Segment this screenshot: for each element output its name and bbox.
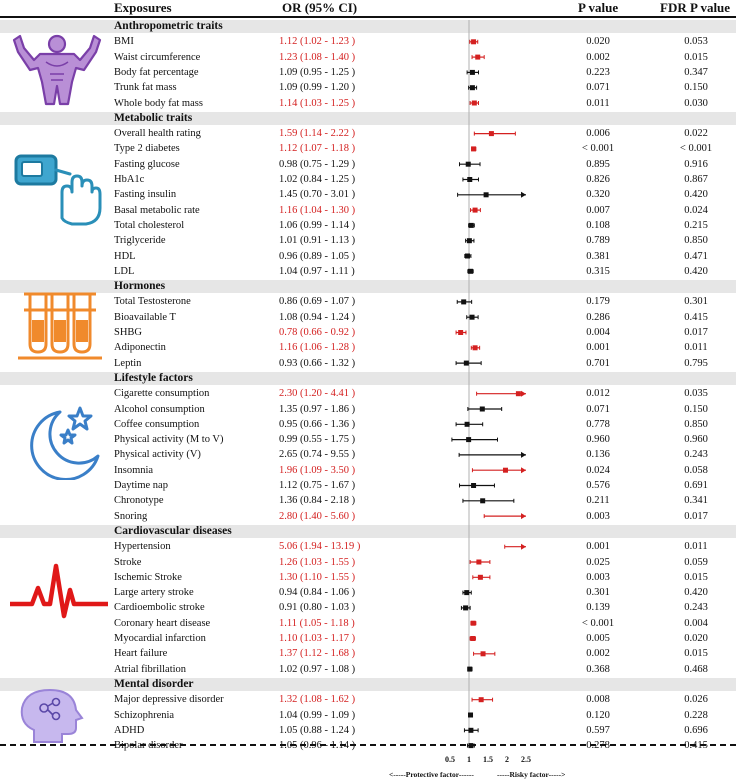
or-ci-value: 1.32 (1.08 - 1.62 )	[279, 694, 356, 706]
p-value: 0.778	[586, 418, 610, 430]
x-tick-label: 2.5	[521, 755, 531, 764]
p-value: 0.008	[586, 694, 610, 706]
exposure-label: Insomnia	[114, 464, 154, 476]
exposure-label: Cigarette consumption	[114, 388, 210, 400]
or-point	[464, 361, 469, 366]
exposure-label: Alcohol consumption	[114, 403, 205, 415]
p-value: 0.071	[586, 82, 610, 94]
or-ci-value: 1.09 (0.99 - 1.20 )	[279, 82, 356, 94]
or-ci-value: 1.05 (0.88 - 1.24 )	[279, 724, 356, 736]
or-ci-value: 1.08 (0.94 - 1.24 )	[279, 311, 356, 323]
exposure-label: Waist circumference	[114, 51, 201, 63]
ci-arrow	[521, 467, 526, 473]
or-ci-value: 1.16 (1.06 - 1.28 )	[279, 342, 356, 354]
fdr-p-value: 0.420	[684, 587, 708, 599]
p-value: 0.895	[586, 158, 610, 170]
fdr-p-value: 0.468	[684, 663, 708, 675]
p-value: 0.576	[586, 480, 610, 491]
or-ci-value: 1.04 (0.97 - 1.11 )	[279, 265, 355, 277]
fdr-p-value: 0.215	[684, 219, 708, 231]
p-value: 0.001	[586, 541, 610, 553]
exposure-label: Ischemic Stroke	[114, 571, 182, 583]
or-ci-value: 1.09 (0.95 - 1.25 )	[279, 66, 356, 78]
p-value: 0.301	[586, 587, 610, 599]
p-value: 0.960	[586, 434, 610, 446]
exposure-label: Schizophrenia	[114, 709, 175, 721]
or-ci-value: 1.14 (1.03 - 1.25 )	[279, 97, 356, 109]
or-point	[471, 483, 476, 488]
or-ci-value: 0.94 (0.84 - 1.06 )	[279, 587, 356, 599]
exposure-label: ADHD	[114, 724, 145, 736]
exposure-label: LDL	[114, 265, 135, 277]
fdr-p-value: 0.030	[684, 97, 708, 109]
fdr-p-value: 0.415	[684, 740, 708, 752]
p-value: 0.120	[586, 709, 610, 721]
or-point	[465, 254, 470, 259]
p-value: 0.320	[586, 189, 610, 201]
or-ci-value: 0.86 (0.69 - 1.07 )	[279, 296, 356, 308]
fdr-p-value: 0.020	[684, 633, 708, 644]
p-value: 0.286	[586, 311, 610, 323]
or-point	[480, 498, 485, 503]
exposure-label: Bipolar disorder	[114, 740, 183, 752]
or-ci-value: 2.80 (1.40 - 5.60 )	[279, 510, 356, 522]
fdr-p-value: 0.228	[684, 709, 708, 721]
header-or: OR (95% CI)	[282, 0, 358, 15]
or-ci-value: 1.59 (1.14 - 2.22 )	[279, 128, 356, 140]
or-ci-value: 1.36 (0.84 - 2.18 )	[279, 495, 356, 507]
fdr-p-value: 0.150	[684, 403, 708, 415]
category-title: Mental disorder	[114, 677, 194, 690]
exposure-label: Coffee consumption	[114, 418, 200, 430]
exposure-label: Physical activity (V)	[114, 449, 201, 461]
or-ci-value: 0.99 (0.55 - 1.75 )	[279, 434, 356, 446]
fdr-p-value: 0.015	[684, 51, 708, 63]
or-point	[478, 575, 483, 580]
fdr-p-value: 0.850	[684, 235, 708, 247]
fdr-p-value: 0.850	[684, 418, 708, 430]
exposure-label: Stroke	[114, 556, 142, 568]
or-point	[467, 177, 472, 182]
fdr-p-value: 0.053	[684, 36, 708, 48]
fdr-p-value: 0.696	[684, 724, 708, 736]
test-tubes-icon	[10, 290, 104, 362]
exposure-label: SHBG	[114, 327, 143, 338]
moon-stars-icon	[10, 400, 104, 480]
exposure-label: Type 2 diabetes	[114, 143, 180, 155]
or-point	[516, 391, 521, 396]
p-value: 0.136	[586, 449, 610, 461]
or-ci-value: 1.96 (1.09 - 3.50 )	[279, 464, 356, 476]
header-p-value: P value	[578, 0, 619, 15]
exposure-label: Coronary heart disease	[114, 617, 211, 629]
exposure-label: Chronotype	[114, 495, 164, 507]
exposure-label: Major depressive disorder	[114, 694, 224, 706]
p-value: 0.789	[586, 235, 610, 247]
fdr-p-value: 0.867	[684, 174, 708, 185]
exposure-label: Fasting insulin	[114, 189, 177, 201]
or-ci-value: 1.04 (0.99 - 1.09 )	[279, 709, 356, 721]
bottom-dashed-rule	[0, 744, 736, 746]
or-ci-value: 2.30 (1.20 - 4.41 )	[279, 388, 356, 400]
or-ci-value: 0.98 (0.75 - 1.29 )	[279, 158, 356, 170]
or-ci-value: 1.10 (1.03 - 1.17 )	[279, 633, 356, 644]
or-point	[484, 192, 489, 197]
exposure-label: HDL	[114, 250, 136, 262]
fdr-p-value: 0.015	[684, 648, 708, 660]
p-value: 0.368	[586, 663, 610, 675]
p-value: 0.012	[586, 388, 610, 400]
or-ci-value: 1.12 (1.02 - 1.23 )	[279, 36, 356, 48]
fdr-p-value: 0.011	[684, 541, 708, 553]
fdr-p-value: 0.022	[684, 128, 708, 140]
or-ci-value: 1.02 (0.84 - 1.25 )	[279, 174, 356, 185]
or-point	[471, 146, 476, 151]
p-value: 0.005	[586, 633, 610, 644]
or-point	[469, 223, 474, 228]
fdr-p-value: 0.415	[684, 311, 708, 323]
ci-arrow	[521, 452, 526, 458]
p-value: 0.211	[586, 495, 610, 507]
or-point	[471, 39, 476, 44]
or-point	[464, 590, 469, 595]
glucometer-hand-icon	[10, 148, 104, 228]
p-value: 0.025	[586, 556, 610, 568]
or-point	[503, 468, 508, 473]
p-value: 0.315	[586, 265, 610, 277]
category-title: Lifestyle factors	[114, 371, 193, 384]
exposure-label: Heart failure	[114, 648, 168, 660]
heartbeat-icon	[10, 560, 104, 620]
fdr-p-value: 0.017	[684, 327, 708, 338]
fdr-p-value: 0.795	[684, 357, 708, 369]
fdr-p-value: 0.916	[684, 158, 708, 170]
p-value: 0.002	[586, 51, 610, 63]
ci-arrow	[521, 544, 526, 550]
p-value: 0.597	[586, 724, 610, 736]
exposure-label: Snoring	[114, 510, 148, 522]
or-point	[467, 667, 472, 672]
ci-arrow	[521, 391, 526, 397]
protective-factor-label: <-----Protective factor------	[389, 770, 474, 779]
exposure-label: Body fat percentage	[114, 66, 199, 78]
or-ci-value: 1.30 (1.10 - 1.55 )	[279, 571, 356, 583]
fdr-p-value: 0.059	[684, 556, 708, 568]
category-title: Anthropometric traits	[114, 20, 223, 32]
fdr-p-value: 0.341	[684, 495, 708, 507]
p-value: 0.002	[586, 648, 610, 660]
fdr-p-value: 0.058	[684, 464, 708, 476]
or-ci-value: 1.37 (1.12 - 1.68 )	[279, 648, 356, 660]
or-ci-value: 1.12 (0.75 - 1.67 )	[279, 480, 356, 491]
or-point	[480, 407, 485, 412]
or-point	[475, 55, 480, 60]
exposure-label: Whole body fat mass	[114, 97, 203, 109]
or-point	[468, 713, 473, 718]
p-value: 0.139	[586, 602, 610, 614]
or-ci-value: 1.45 (0.70 - 3.01 )	[279, 189, 356, 201]
fdr-p-value: 0.035	[684, 388, 708, 400]
or-ci-value: 0.78 (0.66 - 0.92 )	[279, 327, 356, 338]
exposure-label: Trunk fat mass	[114, 82, 177, 94]
p-value: 0.003	[586, 571, 610, 583]
or-ci-value: 1.11 (1.05 - 1.18 )	[279, 617, 355, 629]
or-point	[476, 560, 481, 565]
or-ci-value: 1.01 (0.91 - 1.13 )	[279, 235, 356, 247]
p-value: 0.179	[586, 296, 610, 308]
p-value: 0.278	[586, 740, 610, 752]
fdr-p-value: 0.301	[684, 296, 708, 308]
or-ci-value: 0.95 (0.66 - 1.36 )	[279, 418, 356, 430]
p-value: 0.108	[586, 219, 610, 231]
head-brain-icon	[10, 688, 104, 744]
exposure-label: Triglyceride	[114, 235, 166, 247]
ci-arrow	[521, 192, 526, 198]
or-point	[466, 437, 471, 442]
fdr-p-value: 0.011	[684, 342, 708, 354]
exposure-label: Myocardial infarction	[114, 633, 206, 644]
or-ci-value: 1.06 (0.99 - 1.14 )	[279, 219, 356, 231]
or-ci-value: 1.05 (0.96 - 1.14 )	[279, 740, 356, 752]
header-fdr-p-value: FDR P value	[660, 0, 731, 15]
or-point	[473, 345, 478, 350]
header-exposures: Exposures	[114, 0, 172, 15]
or-ci-value: 0.93 (0.66 - 1.32 )	[279, 357, 356, 369]
p-value: 0.826	[586, 174, 610, 185]
fdr-p-value: < 0.001	[679, 143, 713, 155]
category-title: Hormones	[114, 280, 166, 293]
p-value: 0.381	[586, 250, 610, 262]
fdr-p-value: 0.024	[684, 204, 708, 216]
exposure-label: Basal metabolic rate	[114, 204, 200, 216]
p-value: 0.003	[586, 510, 610, 522]
exposure-label: Cardioembolic stroke	[114, 602, 205, 614]
muscle-man-icon	[10, 30, 104, 108]
fdr-p-value: 0.471	[684, 250, 708, 262]
exposure-label: BMI	[114, 36, 134, 48]
or-ci-value: 1.02 (0.97 - 1.08 )	[279, 663, 356, 675]
or-ci-value: 0.96 (0.89 - 1.05 )	[279, 250, 356, 262]
fdr-p-value: 0.691	[684, 480, 708, 491]
exposure-label: Daytime nap	[114, 480, 168, 491]
fdr-p-value: 0.017	[684, 510, 708, 522]
category-title: Metabolic traits	[114, 111, 193, 124]
or-point	[467, 238, 472, 243]
fdr-p-value: 0.420	[684, 265, 708, 277]
fdr-p-value: 0.004	[684, 617, 708, 629]
or-point	[461, 299, 466, 304]
or-ci-value: 5.06 (1.94 - 13.19 )	[279, 541, 361, 553]
fdr-p-value: 0.243	[684, 602, 708, 614]
or-ci-value: 1.23 (1.08 - 1.40 )	[279, 51, 356, 63]
or-ci-value: 1.16 (1.04 - 1.30 )	[279, 204, 356, 216]
or-point	[471, 621, 476, 626]
or-point	[470, 85, 475, 90]
or-point	[479, 697, 484, 702]
fdr-p-value: 0.243	[684, 449, 708, 461]
fdr-p-value: 0.960	[684, 434, 708, 446]
p-value: 0.006	[586, 128, 610, 140]
ci-arrow	[521, 513, 526, 519]
or-point	[470, 315, 475, 320]
fdr-p-value: 0.150	[684, 82, 708, 94]
p-value: 0.007	[586, 204, 610, 216]
or-point	[468, 728, 473, 733]
fdr-p-value: 0.026	[684, 694, 708, 706]
fdr-p-value: 0.420	[684, 189, 708, 201]
exposure-label: Adiponectin	[114, 342, 166, 354]
or-point	[458, 330, 463, 335]
or-point	[473, 208, 478, 213]
exposure-label: Leptin	[114, 357, 142, 369]
exposure-label: Total Testosterone	[114, 296, 191, 308]
p-value: 0.011	[586, 97, 610, 109]
x-tick-label: 0.5	[445, 755, 455, 764]
p-value: 0.001	[586, 342, 610, 354]
p-value: 0.071	[586, 403, 610, 415]
or-ci-value: 1.26 (1.03 - 1.55 )	[279, 556, 356, 568]
or-point	[465, 422, 470, 427]
or-point	[468, 269, 473, 274]
category-title: Cardiovascular diseases	[114, 524, 232, 537]
fdr-p-value: 0.347	[684, 66, 708, 78]
exposure-label: Fasting glucose	[114, 158, 180, 170]
x-tick-label: 1	[467, 755, 471, 764]
or-ci-value: 2.65 (0.74 - 9.55 )	[279, 449, 356, 461]
or-point	[463, 605, 468, 610]
or-point	[481, 651, 486, 656]
risky-factor-label: -----Risky factor----->	[497, 770, 566, 779]
exposure-label: Overall health rating	[114, 128, 201, 140]
or-point	[470, 636, 475, 641]
or-point	[489, 131, 494, 136]
p-value: 0.024	[586, 464, 610, 476]
p-value: < 0.001	[581, 143, 615, 155]
exposure-label: Bioavailable T	[114, 311, 176, 323]
or-point	[466, 162, 471, 167]
or-ci-value: 1.12 (1.07 - 1.18 )	[279, 143, 356, 155]
or-point	[472, 101, 477, 106]
or-point	[470, 70, 475, 75]
p-value: < 0.001	[581, 617, 615, 629]
x-tick-label: 2	[505, 755, 509, 764]
x-tick-label: 1.5	[483, 755, 493, 764]
exposure-label: Hypertension	[114, 541, 171, 553]
p-value: 0.701	[586, 357, 610, 369]
exposure-label: Physical activity (M to V)	[114, 434, 224, 446]
p-value: 0.004	[586, 327, 610, 338]
fdr-p-value: 0.015	[684, 571, 708, 583]
or-ci-value: 1.35 (0.97 - 1.86 )	[279, 403, 356, 415]
exposure-label: Total cholesterol	[114, 219, 185, 231]
exposure-label: Large artery stroke	[114, 587, 194, 599]
p-value: 0.223	[586, 66, 610, 78]
exposure-label: Atrial fibrillation	[114, 663, 187, 675]
exposure-label: HbA1c	[114, 174, 145, 185]
p-value: 0.020	[586, 36, 610, 48]
or-ci-value: 0.91 (0.80 - 1.03 )	[279, 602, 356, 614]
